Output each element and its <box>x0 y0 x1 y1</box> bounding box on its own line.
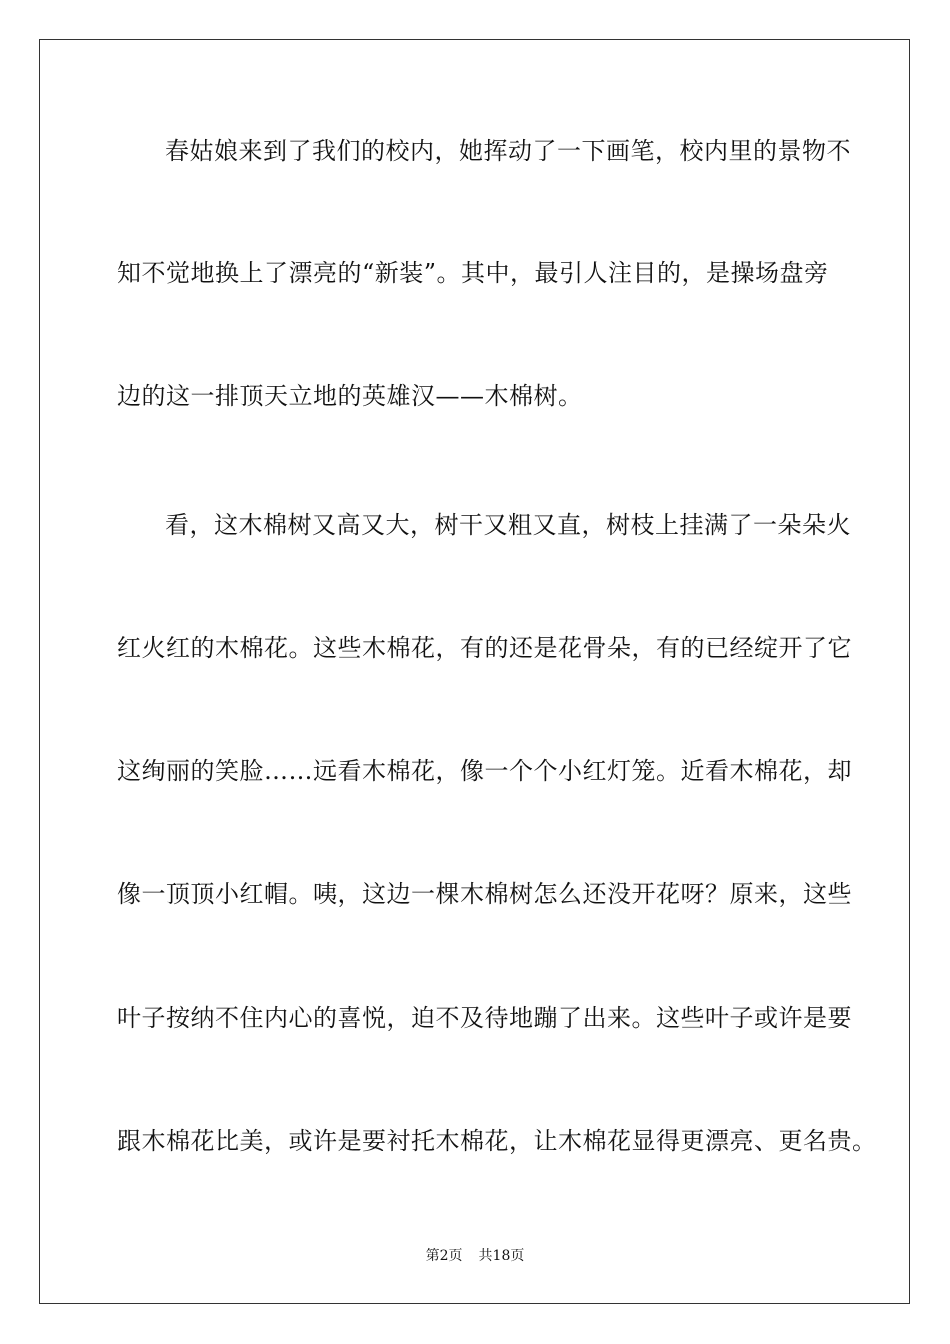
paragraph-2-line-5: 叶子按纳不住内心的喜悦，迫不及待地蹦了出来。这些叶子或许是要 <box>117 1004 852 1032</box>
paragraph-2-line-2: 红火红的木棉花。这些木棉花，有的还是花骨朵，有的已经绽开了它 <box>117 634 852 662</box>
paragraph-1-line-3: 边的这一排顶天立地的英雄汉——木棉树。 <box>117 382 583 410</box>
paragraph-2-line-6: 跟木棉花比美，或许是要衬托木棉花，让木棉花显得更漂亮、更名贵。 <box>117 1127 877 1155</box>
page-total: 共18页 <box>478 1248 525 1264</box>
paragraph-2-line-1: 看，这木棉树又高又大，树干又粗又直，树枝上挂满了一朵朵火 <box>165 511 851 539</box>
paragraph-1-line-1: 春姑娘来到了我们的校内，她挥动了一下画笔，校内里的景物不 <box>165 137 851 165</box>
paragraph-2-line-3: 这绚丽的笑脸……远看木棉花，像一个个小红灯笼。近看木棉花，却 <box>117 757 852 785</box>
page-number: 第2页 <box>425 1248 463 1264</box>
page-footer <box>0 1247 950 1265</box>
paragraph-2-line-4: 像一顶顶小红帽。咦，这边一棵木棉树怎么还没开花呀？原来，这些 <box>117 880 852 908</box>
paragraph-1-line-2: 知不觉地换上了漂亮的“新装”。其中，最引人注目的，是操场盘旁 <box>117 259 829 287</box>
page-frame <box>39 39 910 1304</box>
